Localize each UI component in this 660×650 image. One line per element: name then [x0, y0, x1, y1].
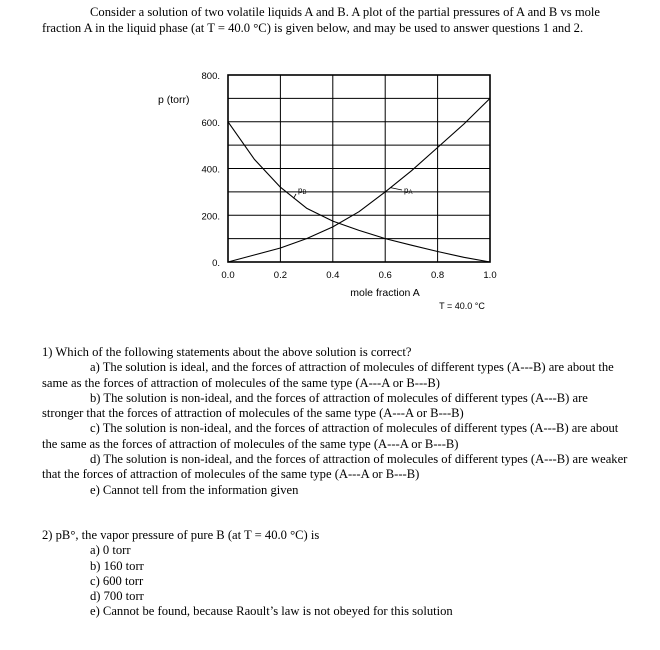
temperature-note: T = 40.0 °C [439, 301, 485, 311]
y-tick-label: 400. [201, 164, 220, 176]
question-2-option-d: d) 700 torr [90, 589, 144, 604]
question-2 [42, 528, 632, 620]
x-tick-label: 0.4 [326, 270, 340, 281]
x-tick-label: 0.0 [221, 270, 235, 281]
question-1-option-c: c) The solution is non-ideal, and the forces of attraction of molecules of different types (A---B) are about the same as the forces of attraction of molecules of the same type (A---A or B---B) [42, 421, 619, 451]
chart-curves [228, 98, 490, 262]
y-tick-label: 800. [201, 71, 220, 82]
series-line-pA [228, 98, 490, 262]
chart-grid [228, 75, 490, 262]
question-1-option-d: d) The solution is non-ideal, and the forces of attraction of molecules of different types (A---B) are weaker that the forces of attraction of molecules of the same type (A---A or B---B) [42, 452, 628, 482]
question-1 [42, 345, 632, 498]
series-label-pA: pA [404, 186, 413, 196]
x-axis-label: mole fraction A [350, 287, 420, 299]
question-2-option-e: e) Cannot be found, because Raoult’s law is not obeyed for this solution [90, 604, 453, 619]
y-axis-label: p (torr) [158, 94, 190, 106]
question-2-option-b: b) 160 torr [90, 558, 144, 573]
question-1-option-a: a) The solution is ideal, and the forces of attraction of molecules of different types (A---B) are about the same as the forces of attraction of molecules of the same type (A---A or B---B) [42, 360, 614, 390]
question-2-option-a: a) 0 torr [90, 543, 131, 558]
question-2-option-c: c) 600 torr [90, 573, 144, 588]
x-tick-label: 0.2 [273, 270, 288, 281]
question-1-option-b: b) The solution is non-ideal, and the forces of attraction of molecules of different types (A---B) are stronger that the forces of attraction of molecules of the same type (A---A or B---B) [42, 390, 588, 421]
question-1-stem: 1) Which of the following statements about the above solution is correct? [42, 345, 412, 359]
x-tick-label: 1.0 [483, 270, 497, 281]
leader-line-pA [390, 188, 402, 190]
chart-labels [202, 71, 497, 281]
y-tick-label: 600. [201, 117, 220, 129]
x-tick-label: 0.8 [430, 270, 445, 281]
question-2-stem: 2) pB°, the vapor pressure of pure B (at T = 40.0 °C) is [42, 528, 320, 542]
y-tick-label: 200. [201, 211, 220, 223]
series-label-pB: pB [298, 186, 307, 196]
x-tick-label: 0.6 [378, 270, 392, 281]
partial-pressure-chart [0, 60, 660, 330]
intro-paragraph: Consider a solution of two volatile liquids A and B. A plot of the partial pressures of A and B vs mole fraction A in the liquid phase (at T = 40.0 °C) is given below, and may be used to answer questions 1 and 2. [42, 5, 601, 35]
y-tick-label: 0. [212, 258, 220, 269]
leader-line-pB [294, 194, 297, 198]
question-1-option-e: e) Cannot tell from the information given [90, 482, 299, 497]
